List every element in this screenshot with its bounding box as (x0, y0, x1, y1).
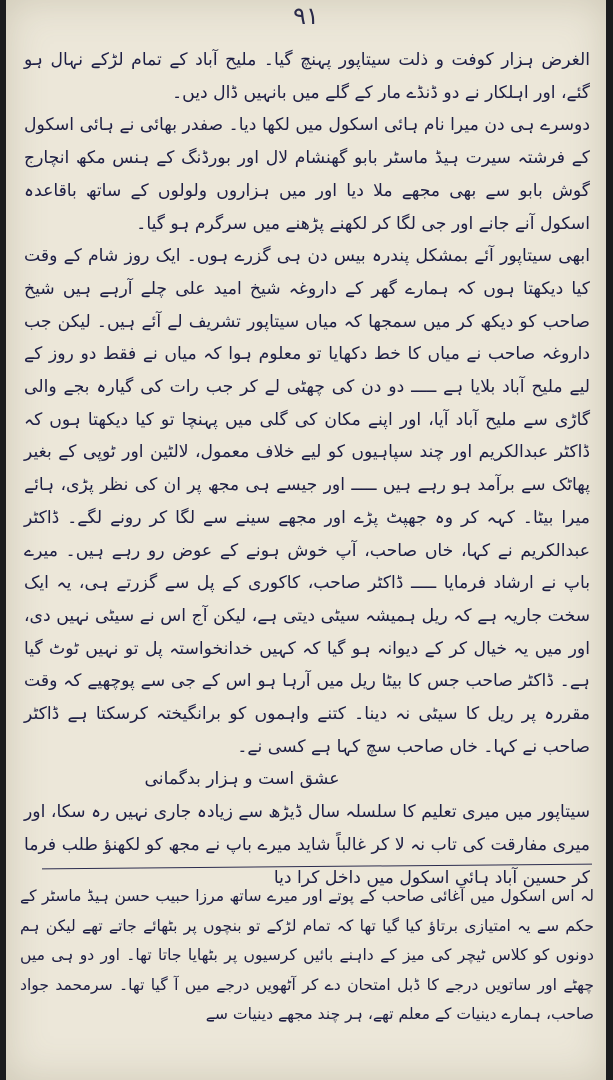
paragraph: الغرض ہزار کوفت و ذلت سیتاپور پہنچ گیا۔ ملیح آباد کے تمام لڑکے نہال ہو گئے، اور اہلکار نے دو ڈنڈے مار کے گلے میں بانہیں ڈال دیں۔ (24, 50, 590, 103)
paragraph: ابھی سیتاپور آئے بمشکل پندرہ بیس دن ہی گزرے ہوں۔ ایک روز شام کے وقت کیا دیکھتا ہوں کہ ہمارے گھر کے داروغہ شیخ امید علی چلے آرہے ہیں شیخ صاحب کو دیکھ کر میں سمجھا کہ میاں سیتاپور تشریف لے آئے ہیں۔ لیکن جب داروغہ صاحب نے میاں کا خط دکھایا تو معلوم ہوا کہ میاں نے فقط دو روز کے لیے ملیح آباد بلایا ہے ـــــ دو دن کی چھٹی لے کر جب رات کی گیارہ بجے والی گاڑی سے ملیح آباد آیا، اور اپنے مکان کی گلی میں پہنچا تو کیا دیکھتا ہوں کہ ڈاکٹر عبدالکریم اور چند سپاہیوں کو لیے خلاف معمول، لالٹین اور ٹوپی کے بغیر پھاٹک سے برآمد ہو رہے ہیں ـــــ اور جیسے ہی مجھ پر ان کی نظر پڑی، ہائے میرا بیٹا۔ کہہ کر وہ جھپٹ پڑے اور مجھے سینے سے لگا کر رونے لگے۔ ڈاکٹر عبدالکریم نے کہا، خاں صاحب، آپ خوش ہونے کے عوض رو رہے ہیں۔ میرے باپ نے ارشاد فرمایا ـــــ ڈاکٹر صاحب، کاکوری کے پل سے گزرتے ہی، یہ ایک سخت جاریہ ہے کہ ریل ہمیشہ سیٹی دیتی ہے، لیکن آج اس نے سیٹی نہیں دی، اور میں یہ خیال کر کے دیوانہ ہو گیا کہ کہیں خدانخواستہ پل تو نہیں ٹوٹ گیا ہے۔ ڈاکٹر صاحب جس کا بیٹا ریل میں آرہا ہو اس کے جی سے پوچھیے کہ وقت مقررہ پر ریل کا سیٹی نہ دینا۔ کتنے واہموں کو برانگیختہ کرسکتا ہے ڈاکٹر صاحب نے کہا۔ خاں صاحب سچ کہا ہے کسی نے۔ (24, 246, 590, 757)
paragraph: سیتاپور میں میری تعلیم کا سلسلہ سال ڈیڑھ سے زیادہ جاری نہیں رہ سکا، اور میری مفارقت کی تاب نہ لا کر غالباً شاید میرے باپ نے مجھ کو لکھنؤ طلب فرما کر حسین آباد ہائی اسکول میں داخل کرا دیا (24, 802, 590, 888)
book-page (6, 0, 606, 1080)
footnote: لہ اس اسکول میں آغائی صاحب کے پوتے اور میرے ساتھ مرزا حبیب حسن ہیڈ ماسٹر کے حکم سے یہ امتیازی برتاؤ کیا گیا تھا کہ تمام لڑکے تو بنچوں پر بٹھائے جاتے تھے لیکن ہم دونوں کو کلاس ٹیچر کی میز کے داہنے بائیں کرسیوں پر بٹھایا جاتا تھا۔ اور دو ہی میں چھٹے اور ساتویں درجے کا ڈبل امتحان دے کر آٹھویں درجے میں آ گیا تھا۔ سرمحمد جواد صاحب، ہمارے دینیات کے معلم تھے، ہر چند مجھے دینیات سے (20, 887, 594, 1023)
paragraph: دوسرے ہی دن میرا نام ہائی اسکول میں لکھا دیا۔ صفدر بھائی نے ہائی اسکول کے فرشتہ سیرت ہیڈ ماسٹر بابو گھنشام لال اور بورڈنگ کے ہنس مکھ انچارج گوش بابو سے بھی مجھے ملا دیا اور میں ہزاروں ولولوں کے ساتھ باقاعدہ اسکول آنے جانے اور جی لگا کر لکھنے پڑھنے میں سرگرم ہو گیا۔ (24, 115, 590, 234)
main-text (24, 44, 590, 894)
verse-line: عشق است و ہزار بدگمانی (144, 769, 340, 790)
page-number: ٩١ (293, 2, 319, 30)
